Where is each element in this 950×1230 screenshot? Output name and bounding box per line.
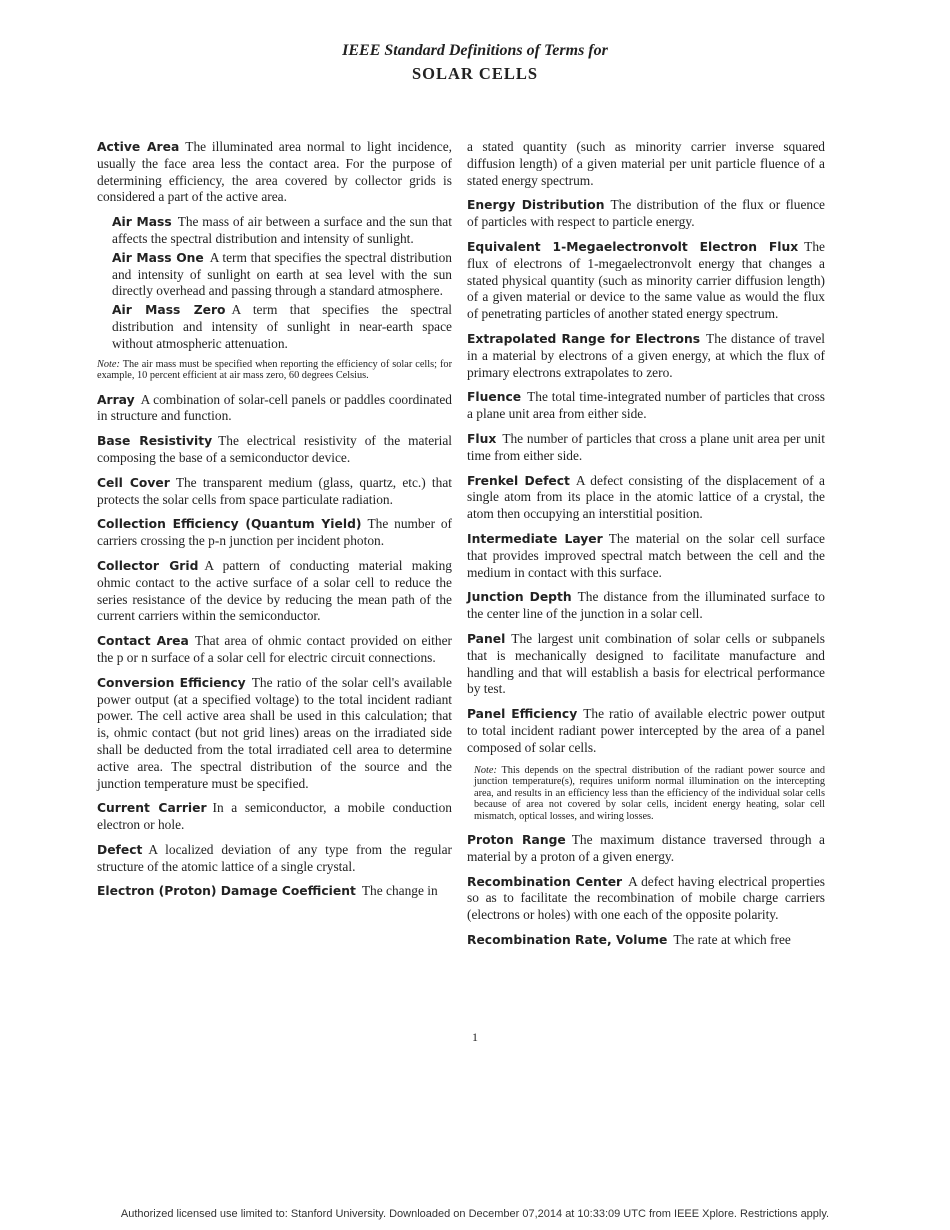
term-label: Flux	[467, 431, 497, 446]
entry-proton-range	[467, 832, 825, 866]
term-label: Active Area	[97, 140, 180, 154]
entry-panel	[467, 631, 825, 698]
definition-text: The maximum distance traversed through a material by a proton of a given energy.	[467, 832, 825, 864]
entry-electron-damage-coefficient	[97, 883, 452, 900]
definition-text: A term that specifies the spectral distribution and intensity of sunlight in near-earth space without atmospheric attenuation.	[112, 302, 452, 351]
term-label: Cell Cover	[97, 475, 170, 490]
term-label: Collection Efficiency (Quantum Yield)	[97, 517, 362, 532]
term-label: Intermediate Layer	[467, 531, 603, 546]
entry-fluence	[467, 389, 825, 423]
definition-text: The illuminated area normal to light incidence, usually the face area less the contact area. For the purpose of determining efficiency, the area covered by collector grids is considered a part of the active area.	[97, 139, 452, 205]
entry-equivalent-electron-flux	[467, 239, 825, 323]
note-text: This depends on the spectral distribution of the radiant power source and junction temperature(s), requires uniform normal illumination on the intercepting area, and results in an efficiency less than the efficiency of the individual solar cells because of area not covered by solar cells, incident energy heating, solar cell mismatch, optical losses, and wiring losses.	[474, 764, 825, 822]
definition-text: The electrical resistivity of the material composing the base of a semiconductor device.	[97, 433, 452, 465]
entry-electron-damage-continued	[467, 139, 825, 189]
definition-text: The mass of air between a surface and the sun that affects the spectral distribution and intensity of sunlight.	[112, 214, 452, 246]
note-air-mass	[97, 359, 452, 382]
definition-text: The ratio of available electric power output to total incident radiant power intercepted by the area of a panel composed of solar cells.	[467, 706, 825, 755]
entry-extrapolated-range	[467, 331, 825, 381]
entry-junction-depth	[467, 589, 825, 623]
note-label: Note:	[97, 358, 120, 370]
entry-recombination-rate	[467, 932, 825, 949]
term-label: Recombination Center	[467, 874, 623, 889]
note-panel-efficiency	[474, 765, 825, 823]
term-label: Current Carrier	[97, 801, 207, 816]
page-number: 1	[472, 1030, 478, 1044]
term-label: Junction Depth	[467, 590, 572, 605]
definition-text: The transparent medium (glass, quartz, etc.) that protects the solar cells from space particulate radiation.	[97, 474, 452, 507]
definition-text: The largest unit combination of solar cells or subpanels that is mechanically designed to facilitate manufacture and handling and that will establish a basis for electrical performance by test.	[467, 630, 825, 697]
entry-panel-efficiency	[467, 706, 825, 756]
note-label: Note:	[474, 764, 497, 776]
term-label: Defect	[97, 842, 143, 857]
definition-text: The flux of electrons of 1-megaelectronvolt energy that changes a stated physical quantity (such as minority carrier diffusion length) of a given material or device to the same value as would the flux of penetrating particles of another stated energy spectrum.	[467, 238, 825, 322]
license-footer: Authorized licensed use limited to: Stanford University. Downloaded on December 07,2014 at 10:33:09 UTC from IEEE Xplore. Restrictions apply.	[120, 1208, 830, 1220]
entry-cell-cover	[97, 475, 452, 509]
term-label: Energy Distribution	[467, 198, 605, 213]
definition-text: The rate at which free	[673, 931, 791, 947]
definition-text: a stated quantity (such as minority carrier inverse squared diffusion length) of a given material per unit particle fluence of a stated energy spectrum.	[467, 139, 825, 188]
header-series-title: IEEE Standard Definitions of Terms for	[342, 42, 608, 59]
entry-energy-distribution	[467, 197, 825, 231]
term-label: Conversion Efficiency	[97, 675, 246, 690]
term-label: Fluence	[467, 390, 522, 405]
term-label: Contact Area	[97, 634, 189, 649]
entry-defect	[97, 842, 452, 876]
document-header	[0, 40, 950, 86]
entry-frenkel-defect	[467, 473, 825, 523]
definition-text: A defect consisting of the displacement of a single atom from its place in the atomic lattice of a crystal, the atom then occupying an interstitial position.	[467, 472, 825, 522]
term-label: Frenkel Defect	[467, 473, 570, 488]
entry-collection-efficiency	[97, 516, 452, 550]
definition-text: The material on the solar cell surface that provides improved spectral match between the cell and the medium in contact with this surface.	[467, 530, 825, 580]
term-label: Recombination Rate, Volume	[467, 932, 668, 947]
definition-text: The number of particles that cross a plane unit area per unit time from either side.	[467, 430, 825, 463]
entry-recombination-center	[467, 874, 825, 924]
term-label: Collector Grid	[97, 558, 199, 573]
definition-text: A localized deviation of any type from the regular structure of the atomic lattice of a single crystal.	[97, 841, 452, 874]
term-label: Electron (Proton) Damage Coefficient	[97, 884, 356, 899]
definition-text: The number of carriers crossing the p-n junction per incident photon.	[97, 516, 452, 549]
definition-text: A pattern of conducting material making ohmic contact to the active surface of a solar cell to reduce the series resistance of the device by reducing the mean path of the current carriers within the semiconductor.	[97, 557, 452, 624]
right-column	[467, 139, 825, 957]
definition-text: The ratio of the solar cell's available power output (at a specified voltage) to the total incident radiant power. The cell active area shall be used in this calculation; that is, ohmic contact (but not grid lines) areas on the irradiated side shall be deducted from the total irradiated cell area to determine active area. The spectral distribution of the source and the junction temperature must be specified.	[97, 674, 453, 791]
entry-collector-grid	[97, 558, 452, 625]
term-label: Equivalent 1-Megaelectronvolt Electron Flux	[467, 239, 799, 254]
term-label: Air Mass	[112, 215, 172, 230]
definition-text: In a semiconductor, a mobile conduction electron or hole.	[97, 800, 452, 833]
term-label: Panel Efficiency	[467, 707, 578, 722]
term-label: Proton Range	[467, 833, 566, 847]
entry-active-area	[97, 139, 452, 206]
entry-conversion-efficiency	[97, 675, 452, 793]
entry-base-resistivity	[97, 433, 452, 467]
definition-text: A term that specifies the spectral distribution and intensity of sunlight on earth at sea level with the sun directly overhead and passing through a standard atmosphere.	[112, 249, 452, 299]
note-text: The air mass must be specified when reporting the efficiency of solar cells; for example, 10 percent efficient at air mass zero, 60 degrees Celsius.	[97, 358, 453, 382]
left-column	[97, 139, 452, 908]
term-label: Panel	[467, 631, 506, 646]
term-label: Air Mass One	[112, 250, 204, 265]
entry-air-mass-one	[112, 250, 452, 300]
definition-text: That area of ohmic contact provided on either the p or n surface of a solar cell for electric circuit connections.	[97, 633, 452, 665]
entry-contact-area	[97, 633, 452, 667]
definition-text: The distribution of the flux or fluence of particles with respect to particle energy.	[467, 197, 825, 230]
term-label: Air Mass Zero	[112, 303, 226, 318]
definition-text: The distance of travel in a material by electrons of a given energy, at which the flux of primary electrons extrapolates to zero.	[467, 330, 825, 380]
definition-text: The distance from the illuminated surface to the center line of the junction in a solar cell.	[467, 589, 825, 622]
entry-air-mass	[112, 214, 452, 248]
term-label: Base Resistivity	[97, 434, 213, 449]
term-label: Extrapolated Range for Electrons	[467, 331, 701, 346]
entry-air-mass-zero	[112, 302, 452, 352]
entry-intermediate-layer	[467, 531, 825, 581]
header-main-title: SOLAR CELLS	[411, 64, 539, 83]
entry-array	[97, 392, 452, 426]
definition-text: The change in	[361, 883, 438, 899]
definition-text: A defect having electrical properties so as to facilitate the recombination of mobile charge carriers (electrons or holes) with one each of the opposite polarity.	[467, 873, 825, 923]
entry-current-carrier	[97, 800, 452, 834]
definition-text: A combination of solar-cell panels or paddles coordinated in structure and function.	[97, 391, 452, 424]
entry-flux	[467, 431, 825, 465]
definition-text: The total time-integrated number of particles that cross a plane unit area from either side.	[467, 389, 825, 422]
term-label: Array	[97, 392, 135, 407]
